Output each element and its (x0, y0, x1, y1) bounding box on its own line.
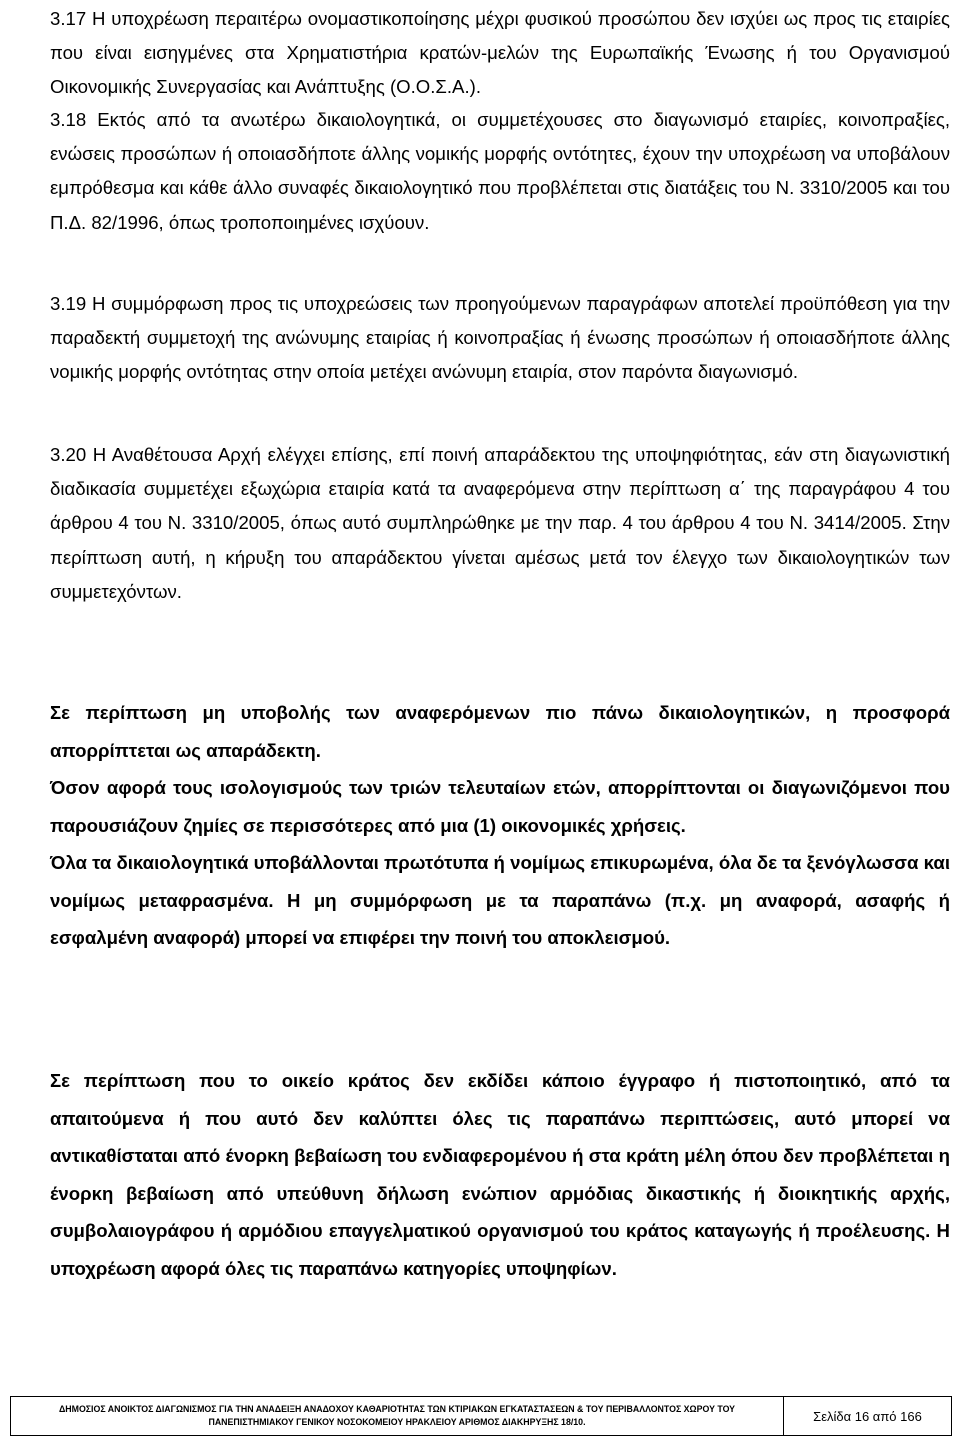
page-footer (10, 1396, 952, 1436)
paragraph-3-20 (50, 438, 950, 609)
section-number: 3.19 (50, 293, 87, 314)
footer-title-line: ΠΑΝΕΠΙΣΤΗΜΙΑΚΟΥ ΓΕΝΙΚΟΥ ΝΟΣΟΚΟΜΕΙΟΥ ΗΡΑΚΛΕΙΟΥ ΑΡΙΘΜΟΣ ΔΙΑΚΗΡΥΞΗΣ 18/10. (208, 1417, 586, 1427)
bold-notice-block (50, 694, 950, 957)
bold-notice-paragraph: Σε περίπτωση που το οικείο κράτος δεν εκδίδει κάποιο έγγραφο ή πιστοποιητικό, από τα απαιτούμενα ή που αυτό δεν καλύπτει όλες τις παραπάνω περιπτώσεις, αυτό μπορεί να αντικαθίσταται από ένορκη βεβαίωση του ενδιαφερομένου ή στα κράτη μέλη όπου δεν προβλέπεται η ένορκη βεβαίωση από υπεύθυνη δήλωση ενώπιον αρμόδιας δικαστικής ή διοικητικής αρχής, συμβολαιογράφου ή αρμόδιου επαγγελματικού οργανισμού του κράτος καταγωγής ή προέλευσης. Η υποχρέωση αφορά όλες τις παραπάνω κατηγορίες υποψηφίων. (50, 1070, 950, 1279)
section-number: 3.17 (50, 8, 87, 29)
section-number: 3.20 (50, 444, 87, 465)
bold-notice-paragraph: Όλα τα δικαιολογητικά υποβάλλονται πρωτότυπα ή νομίμως επικυρωμένα, όλα δε τα ξενόγλωσσα και νομίμως μεταφρασμένα. Η μη συμμόρφωση με τα παραπάνω (π.χ. μη αναφορά, ασαφής ή εσφαλμένη αναφορά) μπορεί να επιφέρει την ποινή του αποκλεισμού. (50, 852, 950, 948)
footer-tender-title (11, 1397, 784, 1435)
paragraph-3-17 (50, 2, 950, 105)
paragraph-3-18 (50, 103, 950, 240)
bold-notice-paragraph: Όσον αφορά τους ισολογισμούς των τριών τελευταίων ετών, απορρίπτονται οι διαγωνιζόμενοι που παρουσιάζουν ζημίες σε περισσότερες από μια (1) οικονομικές χρήσεις. (50, 777, 950, 836)
section-number: 3.18 (50, 109, 87, 130)
paragraph-text: Η συμμόρφωση προς τις υποχρεώσεις των προηγούμενων παραγράφων αποτελεί προϋπόθεση για την παραδεκτή συμμετοχή της ανώνυμης εταιρίας ή κοινοπραξίας ή ένωσης προσώπων ή οποιασδήποτε άλλης νομικής μορφής οντότητας στην οποία μετέχει ανώνυμη εταιρία, στον παρόντα διαγωνισμό. (50, 293, 950, 383)
paragraph-text: Η υποχρέωση περαιτέρω ονομαστικοποίησης μέχρι φυσικού προσώπου δεν ισχύει ως προς τις εταιρίες που είναι εισηγμένες στα Χρηματιστήρια κρατών-μελών της Ευρωπαϊκής Ένωσης ή του Οργανισμού Οικονομικής Συνεργασίας και Ανάπτυξης (Ο.Ο.Σ.Α.). (50, 8, 951, 98)
page-number: Σελίδα 16 από 166 (813, 1408, 922, 1424)
footer-title-line: ΔΗΜΟΣΙΟΣ ΑΝΟΙΚΤΟΣ ΔΙΑΓΩΝΙΣΜΟΣ ΓΙΑ ΤΗΝ ΑΝΑΔΕΙΞΗ ΑΝΑΔΟΧΟΥ ΚΑΘΑΡΙΟΤΗΤΑΣ ΤΩΝ ΚΤΙΡΙΑΚΩΝ ΕΓΚΑΤΑΣΤΑΣΕΩΝ & ΤΟΥ ΠΕΡΙΒΑΛΛΟΝΤΟΣ ΧΩΡΟΥ ΤΟΥ (58, 1404, 736, 1414)
paragraph-3-19 (50, 287, 950, 390)
bold-notice-paragraph: Σε περίπτωση μη υποβολής των αναφερόμενων πιο πάνω δικαιολογητικών, η προσφορά απορρίπτεται ως απαράδεκτη. (50, 702, 950, 761)
paragraph-text: Εκτός από τα ανωτέρω δικαιολογητικά, οι συμμετέχουσες στο διαγωνισμό εταιρίες, κοινοπραξίες, ενώσεις προσώπων ή οποιασδήποτε άλλης νομικής μορφής οντότητες, έχουν την υποχρέωση να υποβάλουν εμπρόθεσμα και κάθε άλλο συναφές δικαιολογητικό που προβλέπεται στις διατάξεις του Ν. 3310/2005 και του Π.Δ. 82/1996, όπως τροποποιημένες ισχύουν. (50, 109, 950, 233)
paragraph-text: Η Αναθέτουσα Αρχή ελέγχει επίσης, επί ποινή απαράδεκτου της υποψηφιότητας, εάν στη διαγωνιστική διαδικασία συμμετέχει εξωχώρια εταιρία κατά τα αναφερόμενα στην περίπτωση α΄ της παραγράφου 4 του άρθρου 4 του Ν. 3310/2005, όπως αυτό συμπληρώθηκε με την παρ. 4 του άρθρου 4 του Ν. 3414/2005. Στην περίπτωση αυτή, η κήρυξη του απαράδεκτου γίνεται αμέσως μετά τον έλεγχο των δικαιολογητικών των συμμετεχόντων. (50, 444, 950, 602)
